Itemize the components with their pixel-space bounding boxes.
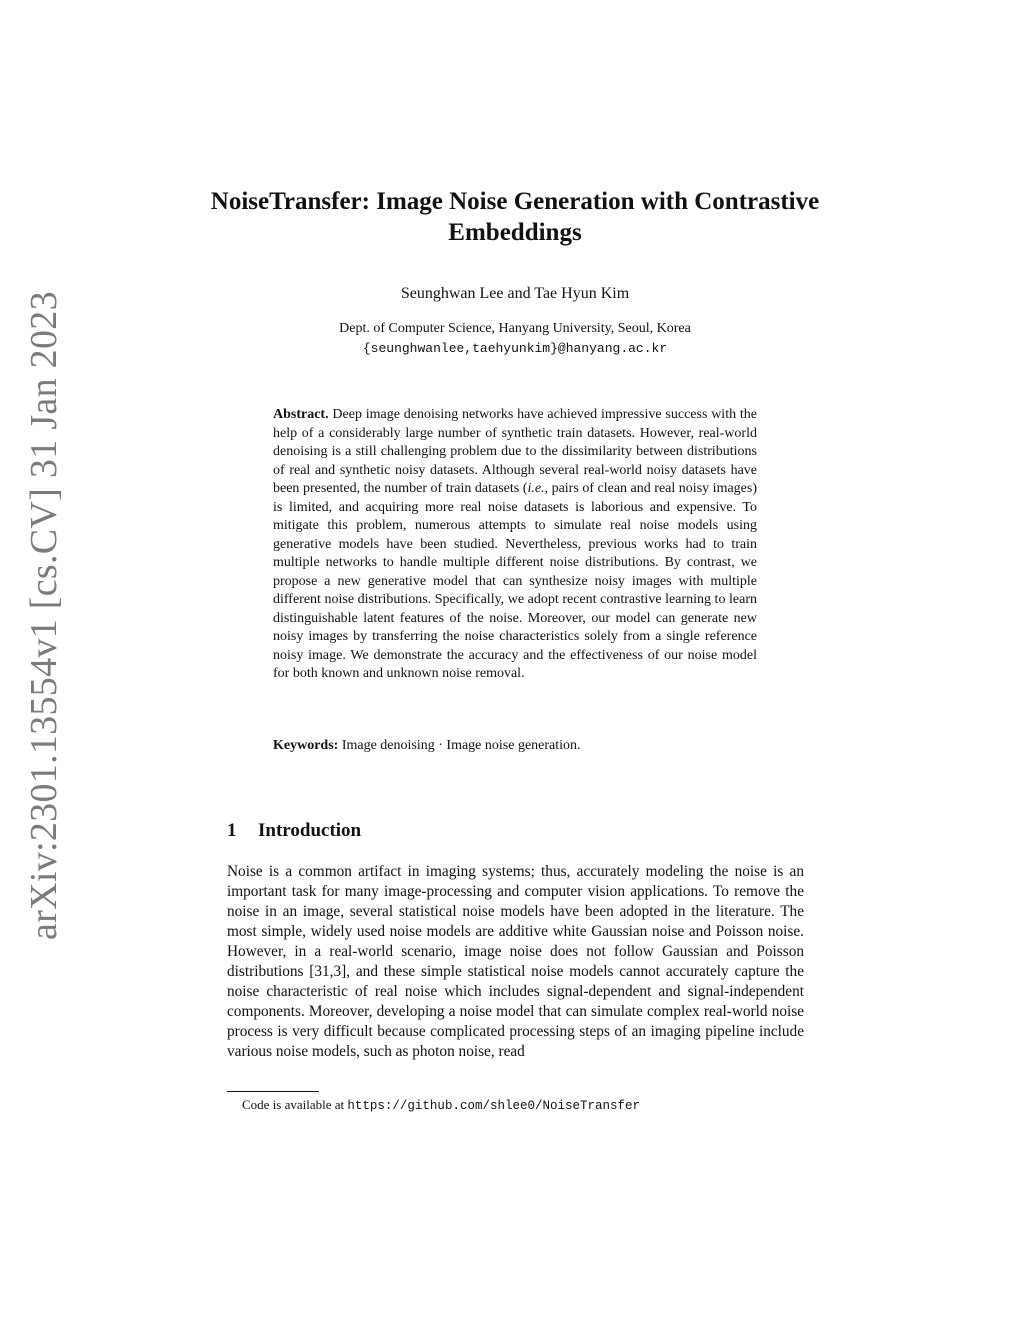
abstract-text-part-1: Deep image denoising networks have achieved impressive success with the help of a considerably large number of synthetic train datasets. However, real-world denoising is a still challenging problem due to the dissimilarity between distributions of real and synthetic noisy datasets. Although several real-world noisy datasets have been presented, the number of train datasets ( xyxy=(273,407,757,496)
abstract-label: Abstract. xyxy=(273,407,329,422)
introduction-paragraph: Noise is a common artifact in imaging systems; thus, accurately modeling the noise is an important task for many image-processing and computer vision applications. To remove the noise in an image, several statistical noise models have been adopted in the literature. The most simple, widely used noise models are additive white Gaussian noise and Poisson noise. However, in a real-world scenario, image noise does not follow Gaussian and Poisson distributions [31,3], and these simple statistical noise models cannot accurately capture the noise characteristic of real noise which includes signal-dependent and signal-independent components. Moreover, developing a noise model that can simulate complex real-world noise process is very difficult because complicated processing steps of an imaging pipeline include various noise models, such as photon noise, read xyxy=(227,863,804,1060)
author-list: Seunghwan Lee and Tae Hyun Kim xyxy=(400,285,630,302)
code-link[interactable]: https://github.com/shlee0/NoiseTransfer xyxy=(347,1099,640,1113)
footnote-divider xyxy=(227,1091,319,1092)
footnote xyxy=(242,1096,802,1115)
author-email: {seunghwanlee,taehyunkim}@hanyang.ac.kr xyxy=(362,341,668,356)
keywords xyxy=(273,736,757,755)
abstract xyxy=(273,406,757,684)
keywords-text: Image denoising · Image noise generation. xyxy=(341,738,581,753)
section-number: 1 xyxy=(227,820,237,841)
affiliation: Dept. of Computer Science, Hanyang University, Seoul, Korea xyxy=(339,321,691,336)
keywords-label: Keywords: xyxy=(273,738,339,753)
section-heading xyxy=(227,818,804,843)
abstract-text-part-2: , pairs of clean and real noisy images) is limited, and acquiring more real noise datasets is laborious and expensive. To mitigate this problem, numerous attempts to simulate real noise models using generative models have been studied. Nevertheless, previous works had to train multiple networks to handle multiple different noise distributions. By contrast, we propose a new generative model that can synthesize noisy images with multiple different noise distributions. Specifically, we adopt recent contrastive learning to learn distinguishable latent features of the noise. Moreover, our model can generate new noisy images by transferring the noise characteristics solely from a single reference noisy image. We demonstrate the accuracy and the effectiveness of our noise model for both known and unknown noise removal. xyxy=(273,481,757,681)
abstract-ie: i.e. xyxy=(527,481,545,496)
paper-title: NoiseTransfer: Image Noise Generation with Contrastive Embeddings xyxy=(210,188,820,246)
arxiv-identifier: arXiv:2301.13554v1 [cs.CV] 31 Jan 2023 xyxy=(23,291,65,940)
footnote-text: Code is available at xyxy=(242,1097,345,1112)
section-title: Introduction xyxy=(258,820,362,841)
